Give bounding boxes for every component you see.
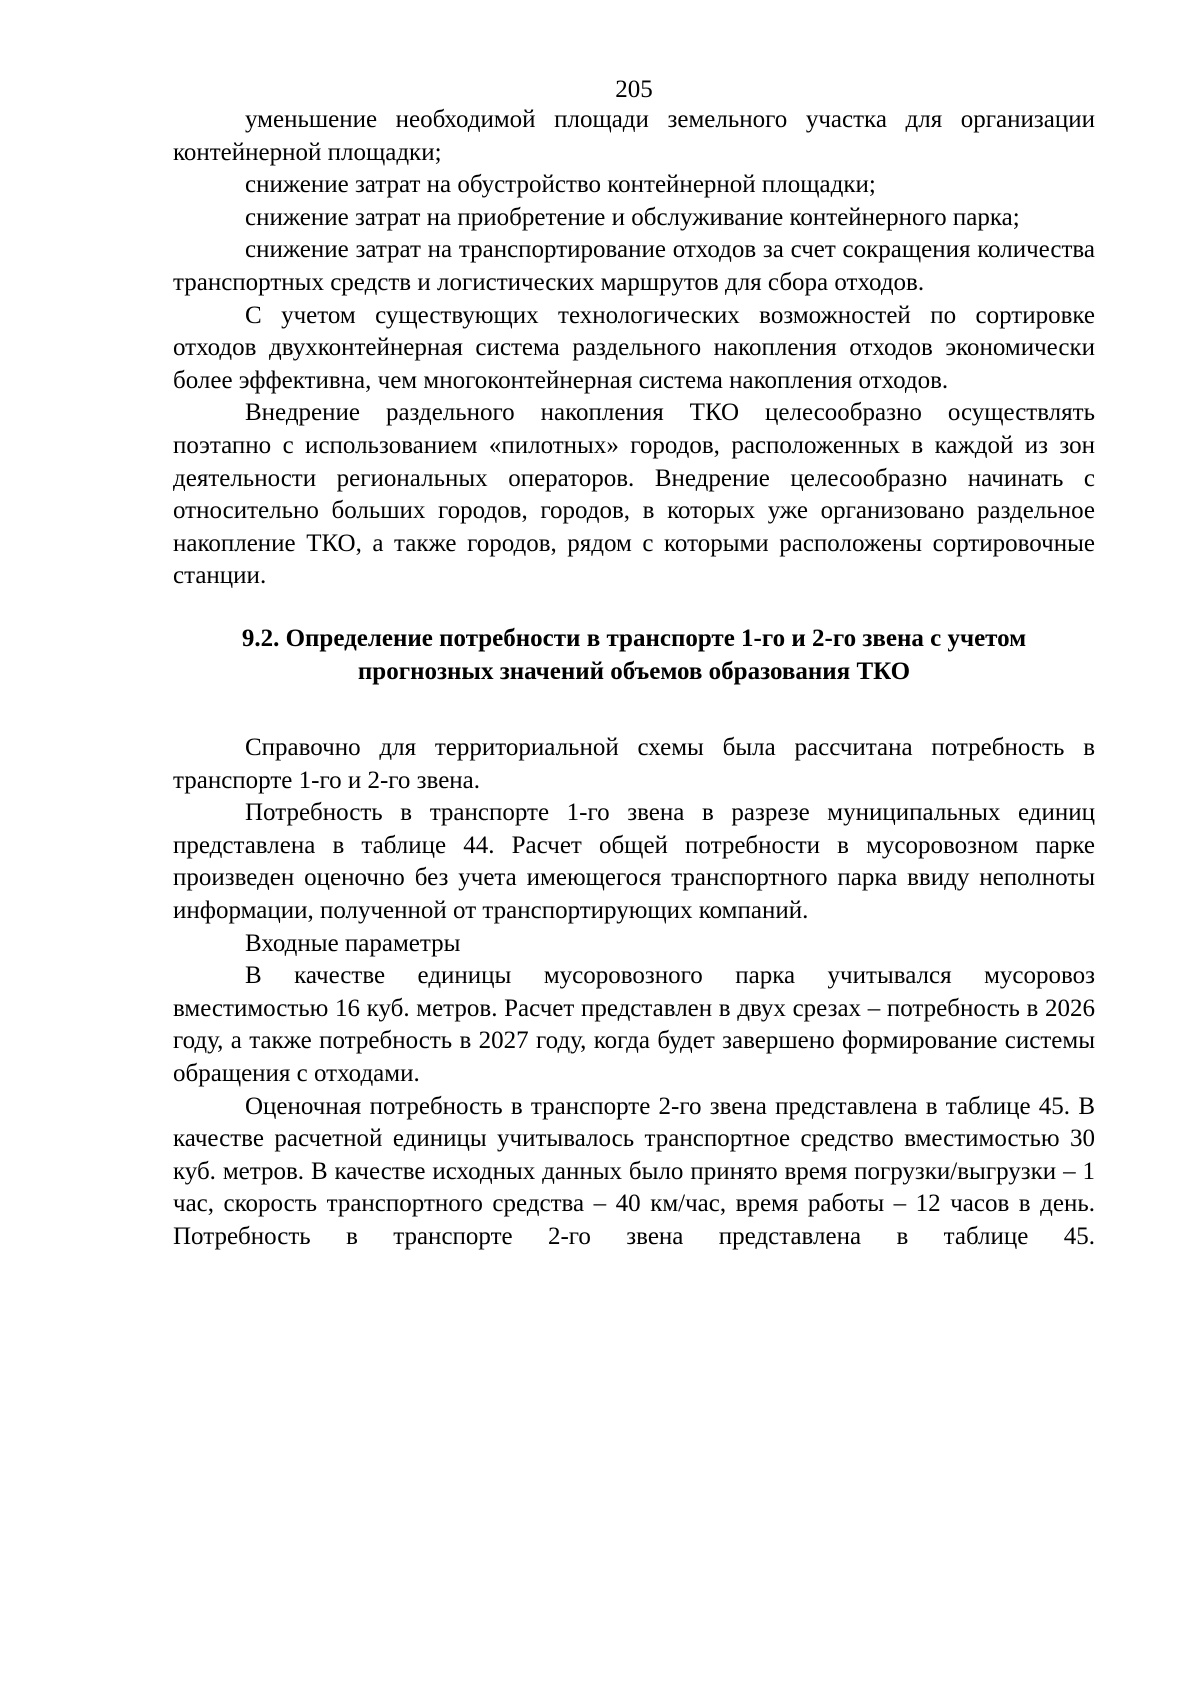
paragraph: снижение затрат на приобретение и обслуживание контейнерного парка; [245,203,1020,231]
paragraph: Потребность в транспорте 1-го звена в разрезе муниципальных единиц представлена в таблице 44. Расчет общей потребности в мусоровозном парке произведен оценочно без учета имеющегося транспортного парка ввиду неполноты информации, полученной от транспортирующих компаний. [173,799,1095,925]
paragraph: снижение затрат на транспортирование отходов за счет сокращения количества транспортных средств и логистических маршрутов для сбора отходов. [173,236,1095,296]
paragraph: В качестве единицы мусоровозного парка учитывался мусоровоз вместимостью 16 куб. метров. Расчет представлен в двух срезах – потребность в 2026 году, а также потребность в 2027 году, когда будет завершено формирование системы обращения с отходами. [173,962,1095,1088]
paragraph: уменьшение необходимой площади земельного участка для организации контейнерной площадки; [173,106,1095,166]
page-number: 205 [615,76,653,103]
paragraph: Оценочная потребность в транспорте 2-го звена представлена в таблице 45. В качестве расчетной единицы учитывалось транспортное средство вместимостью 30 куб. метров. В качестве исходных данных было принято время погрузки/выгрузки – 1 час, скорость транспортного средства – 40 км/час, время работы – 12 часов в день. Потребность в транспорте 2-го звена представлена в таблице 45. [173,1092,1095,1250]
document-page [173,74,1095,1254]
paragraph: Входные параметры [245,929,461,957]
paragraph: Справочно для территориальной схемы была рассчитана потребность в транспорте 1-го и 2-го звена. [173,734,1095,794]
paragraph: С учетом существующих технологических возможностей по сортировке отходов двухконтейнерная система раздельного накопления отходов экономически более эффективна, чем многоконтейнерная система накопления отходов. [173,301,1095,394]
section-heading: 9.2. Определение потребности в транспорте 1-го и 2-го звена с учетом прогнозных значений объемов образования ТКО [241,624,1027,685]
paragraph: Внедрение раздельного накопления ТКО целесообразно осуществлять поэтапно с использованием «пилотных» городов, расположенных в каждой из зон деятельности региональных операторов. Внедрение целесообразно начинать с относительно больших городов, городов, в которых уже организовано раздельное накопление ТКО, а также городов, рядом с которыми расположены сортировочные станции. [173,399,1095,590]
paragraph: снижение затрат на обустройство контейнерной площадки; [245,171,876,199]
